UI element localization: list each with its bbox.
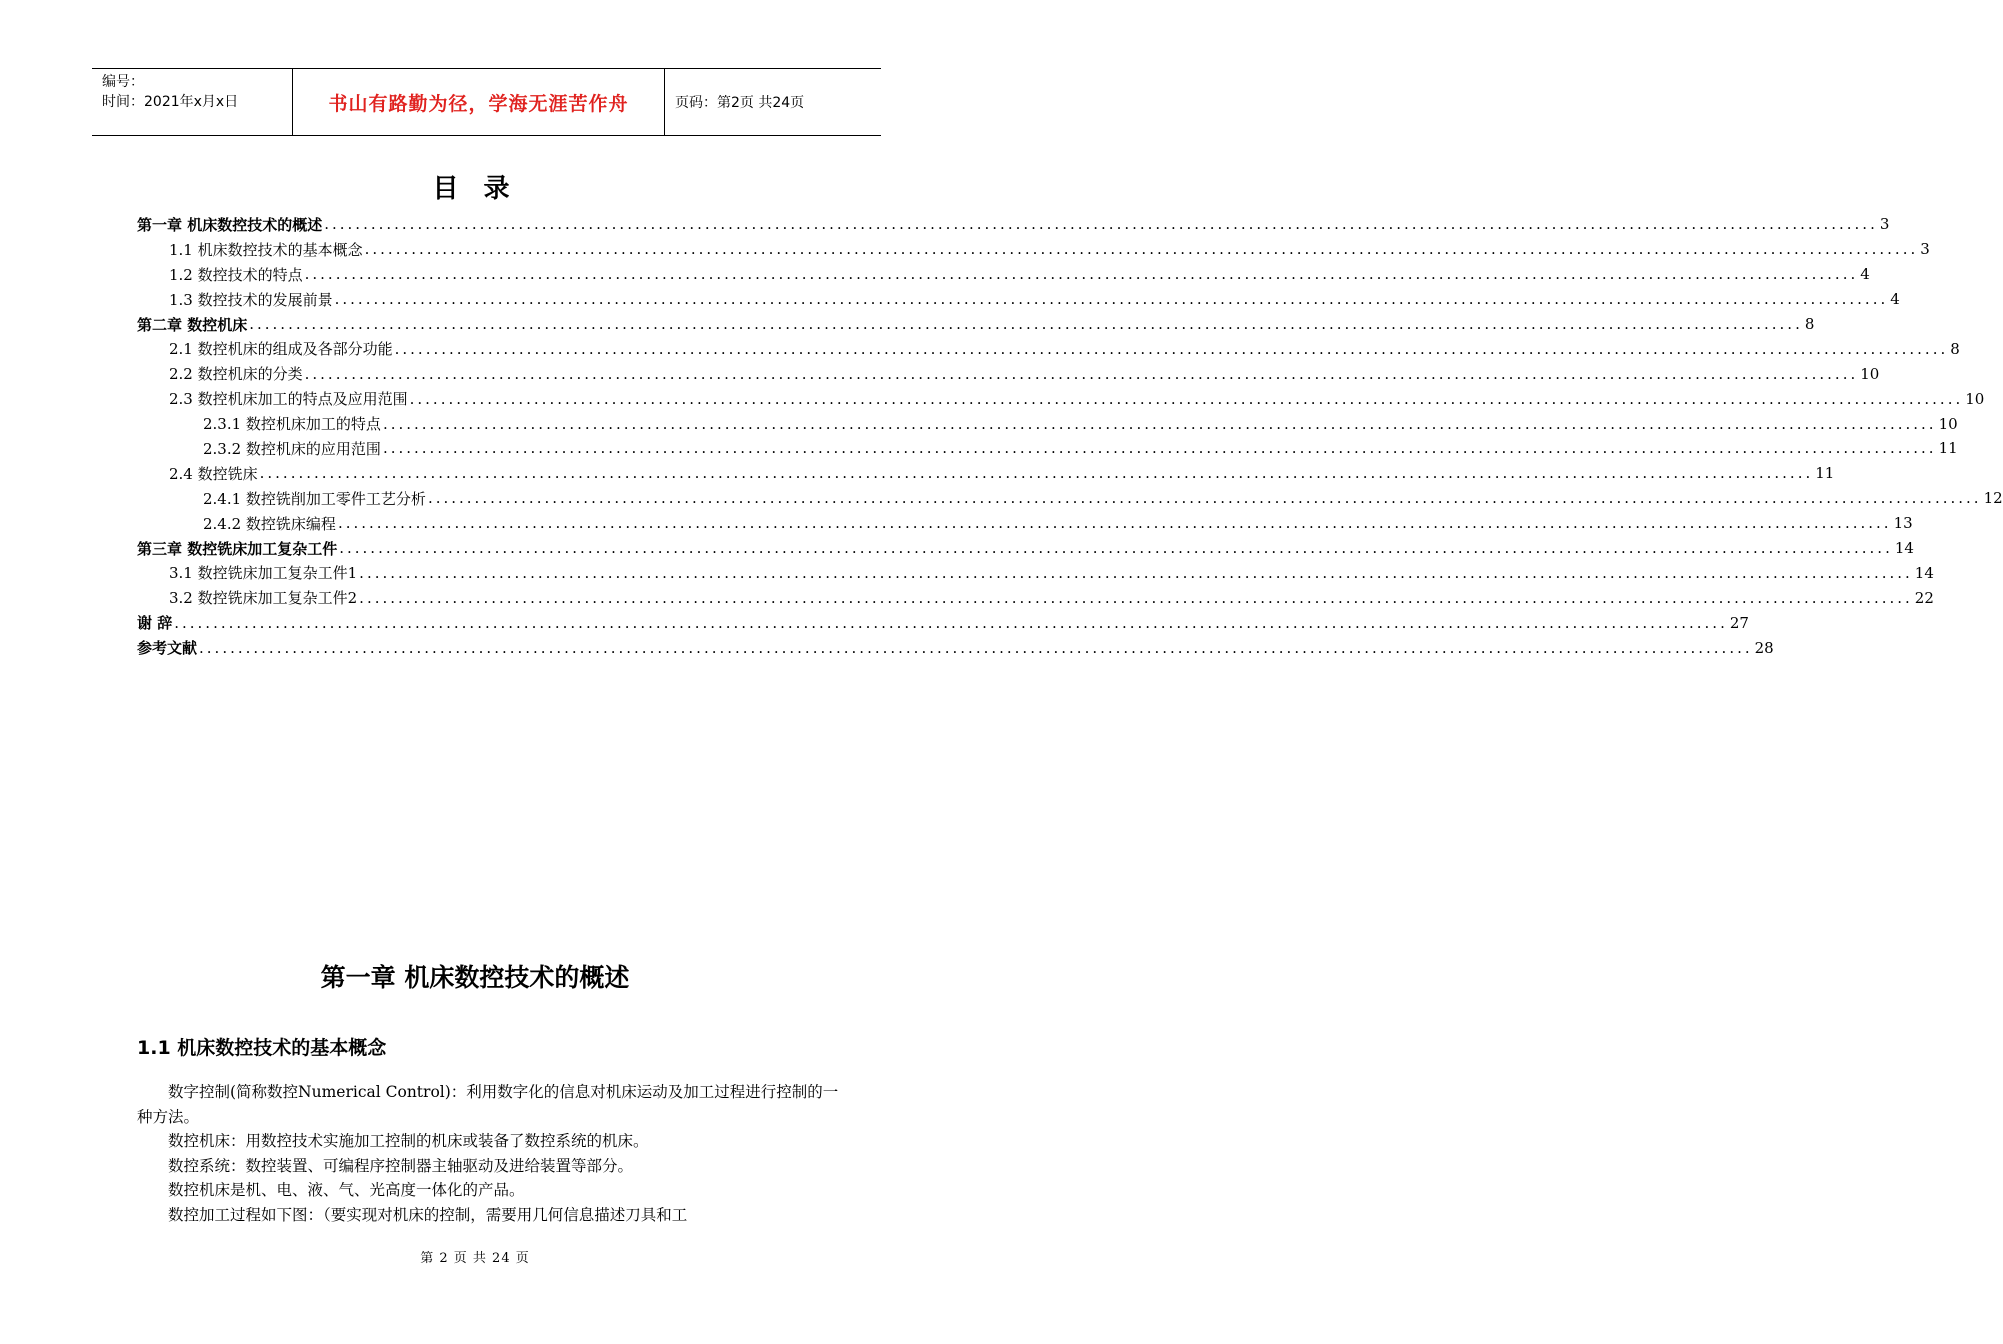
toc-entry-page: 8 (1950, 339, 1960, 358)
toc-dot-leader: ........................................................................................................................................................................................................ (394, 339, 1949, 358)
toc-entry-page: 27 (1729, 613, 1749, 632)
header-motto-cell (292, 69, 665, 135)
toc-entry-page: 14 (1914, 563, 1934, 582)
toc-entry[interactable] (137, 461, 1835, 486)
toc-entry[interactable] (137, 262, 1870, 287)
paragraph: 数控加工过程如下图：（要实现对机床的控制，需要用几何信息描述刀具和工 (168, 1205, 688, 1224)
toc-entry-page: 3 (1879, 215, 1890, 234)
toc-dot-leader: ........................................................................................................................................................................................................ (382, 414, 1937, 433)
toc-dot-leader: ........................................................................................................................................................................................................ (364, 240, 1919, 259)
toc-dot-leader: ........................................................................................................................................................................................................ (249, 315, 1803, 333)
toc-entry-page: 4 (1860, 265, 1870, 284)
toc-dot-leader: ........................................................................................................................................................................................................ (174, 613, 1728, 632)
toc-entry[interactable] (137, 312, 1815, 337)
toc-entry-title: 1.3 数控技术的发展前景 (169, 290, 333, 309)
toc-dot-leader: ........................................................................................................................................................................................................ (359, 563, 1913, 582)
toc-dot-leader: ........................................................................................................................................................................................................ (409, 389, 1964, 408)
toc-entry-title: 1.2 数控技术的特点 (169, 265, 303, 284)
page-header (92, 68, 881, 136)
paragraph: 数字控制(简称数控Numerical Control)：利用数字化的信息对机床运动及加工过程进行控制的一种方法。 (137, 1083, 839, 1126)
toc-entry-page: 22 (1914, 588, 1934, 607)
toc-dot-leader: ........................................................................................................................................................................................................ (304, 364, 1859, 383)
toc-entry-title: 2.1 数控机床的组成及各部分功能 (169, 340, 393, 359)
toc-entry-title: 第二章 数控机床 (137, 315, 248, 334)
toc-entry[interactable] (137, 212, 1890, 237)
page-footer: 第 2 页 共 24 页 (420, 1251, 530, 1266)
header-time: 时间：2021年x月x日 (102, 94, 239, 110)
toc-entry-page: 4 (1890, 290, 1900, 309)
toc-entry-title: 2.2 数控机床的分类 (169, 365, 303, 384)
paragraph: 数控机床是机、电、液、气、光高度一体化的产品。 (168, 1181, 525, 1200)
toc-entry-page: 10 (1965, 389, 1985, 408)
toc-entry[interactable] (137, 336, 1960, 361)
toc-entry-title: 第一章 机床数控技术的概述 (137, 215, 323, 234)
toc-entry-page: 10 (1938, 414, 1958, 433)
toc-entry[interactable] (137, 361, 1880, 386)
header-meta (92, 69, 292, 135)
toc-entry[interactable] (137, 560, 1934, 585)
toc-entry[interactable] (137, 610, 1749, 635)
toc-entry-title: 2.3 数控机床加工的特点及应用范围 (169, 390, 408, 409)
toc-entry-page: 10 (1860, 364, 1880, 383)
toc-entry[interactable] (137, 237, 1930, 262)
toc-dot-leader: ........................................................................................................................................................................................................ (382, 439, 1937, 458)
toc-entry[interactable] (137, 287, 1900, 312)
toc-dot-leader: ........................................................................................................................................................................................................ (304, 265, 1859, 284)
toc-entry-title: 参考文献 (137, 639, 198, 658)
toc-dot-leader: ........................................................................................................................................................................................................ (334, 290, 1889, 309)
toc-dot-leader: ........................................................................................................................................................................................................ (359, 588, 1913, 607)
toc-entry[interactable] (137, 486, 2003, 511)
toc-entry-title: 2.4.1 数控铣削加工零件工艺分析 (203, 489, 426, 508)
toc-entry[interactable] (137, 436, 1958, 461)
toc-entry-title: 3.2 数控铣床加工复杂工件2 (169, 589, 358, 608)
toc-entry-title: 第三章 数控铣床加工复杂工件 (137, 539, 338, 558)
toc-entry-title: 2.3.1 数控机床加工的特点 (203, 415, 381, 434)
table-of-contents (137, 212, 2003, 660)
toc-entry-title: 3.1 数控铣床加工复杂工件1 (169, 564, 358, 583)
toc-entry-title: 谢 辞 (137, 614, 173, 633)
toc-entry-title: 1.1 机床数控技术的基本概念 (169, 240, 363, 259)
toc-entry[interactable] (137, 635, 1774, 660)
toc-entry-page: 3 (1920, 240, 1930, 259)
toc-entry[interactable] (137, 536, 1914, 561)
paragraph: 数控机床：用数控技术实施加工控制的机床或装备了数控系统的机床。 (168, 1132, 649, 1151)
toc-entry-title: 2.3.2 数控机床的应用范围 (203, 439, 381, 458)
chapter-title: 第一章 机床数控技术的概述 (320, 963, 630, 992)
toc-entry[interactable] (137, 585, 1934, 610)
toc-entry-title: 2.4.2 数控铣床编程 (203, 514, 336, 533)
toc-title: 目 录 (432, 174, 518, 204)
toc-entry[interactable] (137, 511, 1913, 536)
header-motto: 书山有路勤为径，学海无涯苦作舟 (328, 92, 629, 115)
paragraph: 数控系统：数控装置、可编程序控制器主轴驱动及进给装置等部分。 (168, 1156, 634, 1175)
toc-dot-leader: ........................................................................................................................................................................................................ (324, 215, 1878, 234)
toc-dot-leader: ........................................................................................................................................................................................................ (259, 464, 1814, 483)
header-page-cell (665, 69, 881, 135)
toc-dot-leader: ........................................................................................................................................................................................................ (339, 539, 1893, 558)
toc-dot-leader: ........................................................................................................................................................................................................ (199, 638, 1753, 657)
toc-entry-page: 8 (1804, 315, 1815, 333)
toc-entry-page: 12 (1983, 489, 2003, 508)
toc-dot-leader: ........................................................................................................................................................................................................ (427, 489, 1982, 508)
header-number: 编号： (102, 74, 144, 90)
toc-entry-page: 28 (1754, 638, 1774, 657)
header-page-number: 页码：第2页 共24页 (675, 95, 805, 111)
toc-entry[interactable] (137, 386, 1985, 411)
toc-entry-page: 11 (1815, 464, 1835, 483)
toc-entry-page: 13 (1893, 514, 1913, 533)
section-title: 1.1 机床数控技术的基本概念 (137, 1037, 387, 1059)
toc-entry-page: 11 (1938, 439, 1958, 458)
toc-entry-page: 14 (1894, 539, 1914, 558)
toc-entry-title: 2.4 数控铣床 (169, 464, 258, 483)
body-text (137, 1080, 839, 1228)
toc-entry[interactable] (137, 411, 1958, 436)
toc-dot-leader: ........................................................................................................................................................................................................ (337, 514, 1892, 533)
